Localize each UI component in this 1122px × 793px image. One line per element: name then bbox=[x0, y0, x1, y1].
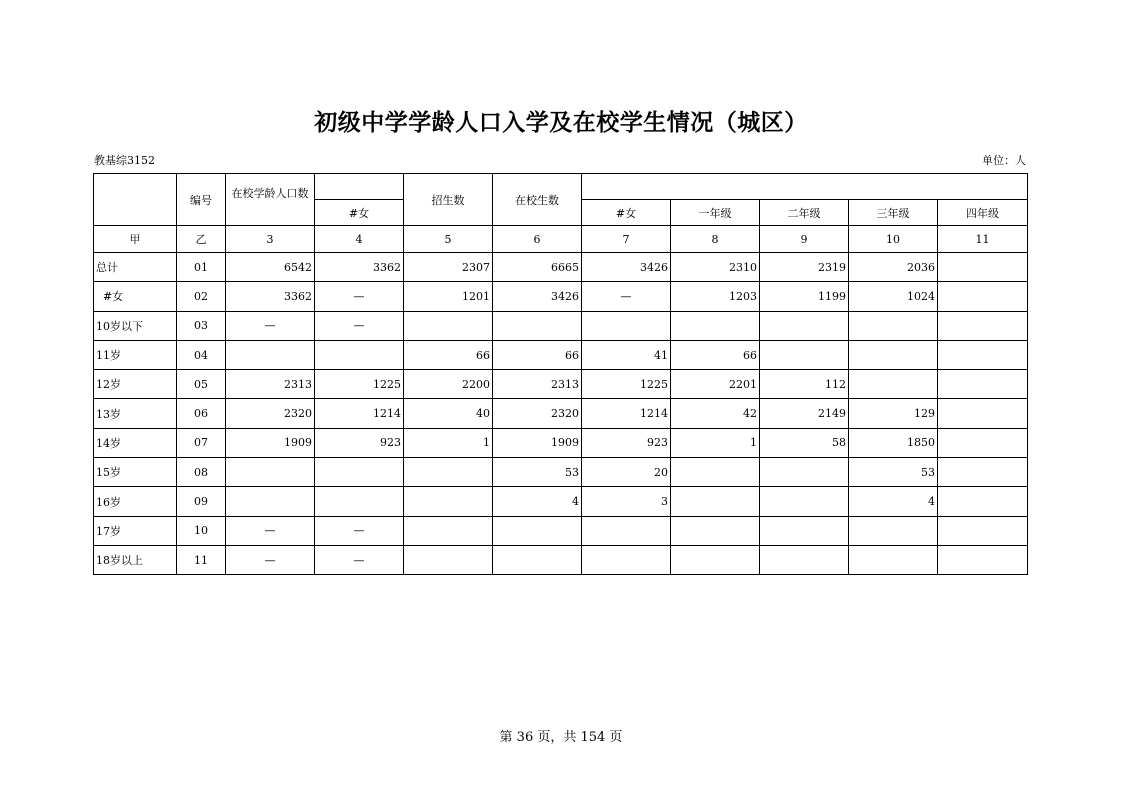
table-cell bbox=[938, 399, 1028, 428]
index-cell: 9 bbox=[760, 226, 849, 253]
header-zaixiaosheng: 在校生数 bbox=[493, 174, 582, 226]
table-cell bbox=[849, 370, 938, 399]
table-cell bbox=[760, 545, 849, 574]
table-cell bbox=[315, 340, 404, 369]
table-cell: 2320 bbox=[226, 399, 315, 428]
table-cell: 2201 bbox=[671, 370, 760, 399]
row-code: 05 bbox=[177, 370, 226, 399]
table-cell: 2200 bbox=[404, 370, 493, 399]
header-grade-4: 四年级 bbox=[938, 200, 1028, 226]
table-cell: 53 bbox=[849, 458, 938, 487]
table-cell bbox=[582, 516, 671, 545]
table-cell bbox=[938, 311, 1028, 340]
index-cell: 6 bbox=[493, 226, 582, 253]
table-cell: 1225 bbox=[582, 370, 671, 399]
table-cell: 58 bbox=[760, 428, 849, 457]
table-cell bbox=[404, 487, 493, 516]
table-cell bbox=[849, 340, 938, 369]
index-cell: 4 bbox=[315, 226, 404, 253]
header-bianhao: 编号 bbox=[177, 174, 226, 226]
table-cell: 66 bbox=[671, 340, 760, 369]
index-cell: 10 bbox=[849, 226, 938, 253]
table-cell bbox=[938, 458, 1028, 487]
table-row bbox=[94, 282, 1028, 311]
header-nv: #女 bbox=[315, 200, 404, 226]
table-row bbox=[94, 458, 1028, 487]
table-cell: 112 bbox=[760, 370, 849, 399]
table-cell: 6665 bbox=[493, 253, 582, 282]
table-cell: 3362 bbox=[315, 253, 404, 282]
table-cell: — bbox=[582, 282, 671, 311]
table-cell bbox=[315, 487, 404, 516]
table-row bbox=[94, 370, 1028, 399]
row-code: 08 bbox=[177, 458, 226, 487]
header-grade-2: 二年级 bbox=[760, 200, 849, 226]
form-code: 教基综3152 bbox=[94, 154, 155, 167]
header-grade-3: 三年级 bbox=[849, 200, 938, 226]
index-cell: 乙 bbox=[177, 226, 226, 253]
row-code: 07 bbox=[177, 428, 226, 457]
header-blank-2 bbox=[315, 174, 404, 200]
table-cell: 2313 bbox=[493, 370, 582, 399]
table-cell: 1214 bbox=[315, 399, 404, 428]
table-cell bbox=[226, 487, 315, 516]
row-label: 11岁 bbox=[94, 340, 177, 369]
table-cell: 20 bbox=[582, 458, 671, 487]
table-cell: 3426 bbox=[582, 253, 671, 282]
table-cell: — bbox=[315, 545, 404, 574]
index-row bbox=[94, 226, 1028, 253]
table-cell bbox=[582, 311, 671, 340]
table-cell bbox=[671, 311, 760, 340]
row-label: #女 bbox=[94, 282, 177, 311]
table-cell bbox=[226, 458, 315, 487]
table-body bbox=[94, 253, 1028, 575]
table-cell: 2319 bbox=[760, 253, 849, 282]
table-cell: 1909 bbox=[493, 428, 582, 457]
index-cell: 11 bbox=[938, 226, 1028, 253]
row-code: 03 bbox=[177, 311, 226, 340]
table-cell bbox=[493, 545, 582, 574]
table-cell: 1214 bbox=[582, 399, 671, 428]
table-cell: 1850 bbox=[849, 428, 938, 457]
table-cell: — bbox=[226, 311, 315, 340]
row-label: 17岁 bbox=[94, 516, 177, 545]
table-row bbox=[94, 399, 1028, 428]
index-cell: 8 bbox=[671, 226, 760, 253]
unit-label: 单位：人 bbox=[982, 154, 1026, 167]
table-row bbox=[94, 253, 1028, 282]
row-code: 11 bbox=[177, 545, 226, 574]
page-footer: 第 36 页，共 154 页 bbox=[499, 730, 623, 745]
table-cell: 66 bbox=[404, 340, 493, 369]
table-cell bbox=[404, 545, 493, 574]
table-cell bbox=[760, 458, 849, 487]
table-row bbox=[94, 487, 1028, 516]
table-cell: 53 bbox=[493, 458, 582, 487]
table-cell bbox=[938, 516, 1028, 545]
table-cell: 4 bbox=[849, 487, 938, 516]
table-cell: 923 bbox=[582, 428, 671, 457]
table-row bbox=[94, 428, 1028, 457]
index-cell: 7 bbox=[582, 226, 671, 253]
table-cell: 1024 bbox=[849, 282, 938, 311]
row-label: 16岁 bbox=[94, 487, 177, 516]
table-cell bbox=[671, 545, 760, 574]
table-cell: 2310 bbox=[671, 253, 760, 282]
table-cell: 1201 bbox=[404, 282, 493, 311]
table-cell: 2313 bbox=[226, 370, 315, 399]
row-label: 18岁以上 bbox=[94, 545, 177, 574]
table-row bbox=[94, 340, 1028, 369]
table-cell bbox=[938, 428, 1028, 457]
row-code: 09 bbox=[177, 487, 226, 516]
table-cell bbox=[404, 458, 493, 487]
table-cell bbox=[938, 545, 1028, 574]
table-row bbox=[94, 516, 1028, 545]
table-cell: — bbox=[315, 282, 404, 311]
row-code: 06 bbox=[177, 399, 226, 428]
row-label: 10岁以下 bbox=[94, 311, 177, 340]
table-cell: 3426 bbox=[493, 282, 582, 311]
header-blank-3 bbox=[582, 174, 1028, 200]
table-row bbox=[94, 311, 1028, 340]
row-label: 15岁 bbox=[94, 458, 177, 487]
table-cell bbox=[582, 545, 671, 574]
table-cell: — bbox=[315, 516, 404, 545]
table-cell bbox=[849, 311, 938, 340]
table-cell: 1 bbox=[671, 428, 760, 457]
table-cell bbox=[493, 516, 582, 545]
table-cell bbox=[849, 516, 938, 545]
table-cell bbox=[938, 370, 1028, 399]
header-grade-1: 一年级 bbox=[671, 200, 760, 226]
table-cell: 6542 bbox=[226, 253, 315, 282]
table-cell: — bbox=[226, 545, 315, 574]
table-cell: — bbox=[226, 516, 315, 545]
table-cell: 42 bbox=[671, 399, 760, 428]
table-cell: 2149 bbox=[760, 399, 849, 428]
statistics-table bbox=[93, 173, 1028, 575]
table-cell bbox=[849, 545, 938, 574]
table-cell bbox=[760, 340, 849, 369]
table-cell bbox=[404, 311, 493, 340]
row-code: 04 bbox=[177, 340, 226, 369]
table-cell: 4 bbox=[493, 487, 582, 516]
table-cell: 3362 bbox=[226, 282, 315, 311]
table-cell bbox=[938, 487, 1028, 516]
header-blank bbox=[94, 174, 177, 226]
table-cell bbox=[404, 516, 493, 545]
table-cell: 41 bbox=[582, 340, 671, 369]
table-cell bbox=[760, 487, 849, 516]
table-cell: 1203 bbox=[671, 282, 760, 311]
header-zaixiao-xueling: 在校学龄人口数 bbox=[226, 174, 315, 226]
table-cell: 1225 bbox=[315, 370, 404, 399]
row-label: 总计 bbox=[94, 253, 177, 282]
table-cell bbox=[760, 516, 849, 545]
table-cell: — bbox=[315, 311, 404, 340]
table-cell bbox=[760, 311, 849, 340]
table-cell: 1 bbox=[404, 428, 493, 457]
table-cell bbox=[671, 487, 760, 516]
table-cell: 1199 bbox=[760, 282, 849, 311]
page-title: 初级中学学龄人口入学及在校学生情况（城区） bbox=[314, 109, 808, 136]
table-cell: 66 bbox=[493, 340, 582, 369]
table-cell bbox=[671, 458, 760, 487]
header-nv-2: #女 bbox=[582, 200, 671, 226]
table-cell bbox=[938, 282, 1028, 311]
row-code: 02 bbox=[177, 282, 226, 311]
table-cell: 1909 bbox=[226, 428, 315, 457]
table-cell: 40 bbox=[404, 399, 493, 428]
index-cell: 5 bbox=[404, 226, 493, 253]
row-code: 01 bbox=[177, 253, 226, 282]
table-cell bbox=[493, 311, 582, 340]
table-cell: 2307 bbox=[404, 253, 493, 282]
index-cell: 甲 bbox=[94, 226, 177, 253]
row-label: 14岁 bbox=[94, 428, 177, 457]
table-cell bbox=[671, 516, 760, 545]
row-code: 10 bbox=[177, 516, 226, 545]
table-cell: 3 bbox=[582, 487, 671, 516]
table-cell: 2036 bbox=[849, 253, 938, 282]
table-cell bbox=[938, 253, 1028, 282]
table-cell bbox=[226, 340, 315, 369]
row-label: 13岁 bbox=[94, 399, 177, 428]
table-cell: 129 bbox=[849, 399, 938, 428]
table-row bbox=[94, 545, 1028, 574]
table-cell: 923 bbox=[315, 428, 404, 457]
row-label: 12岁 bbox=[94, 370, 177, 399]
table-cell bbox=[315, 458, 404, 487]
header-zhaosheng: 招生数 bbox=[404, 174, 493, 226]
table-cell bbox=[938, 340, 1028, 369]
index-cell: 3 bbox=[226, 226, 315, 253]
table-cell: 2320 bbox=[493, 399, 582, 428]
